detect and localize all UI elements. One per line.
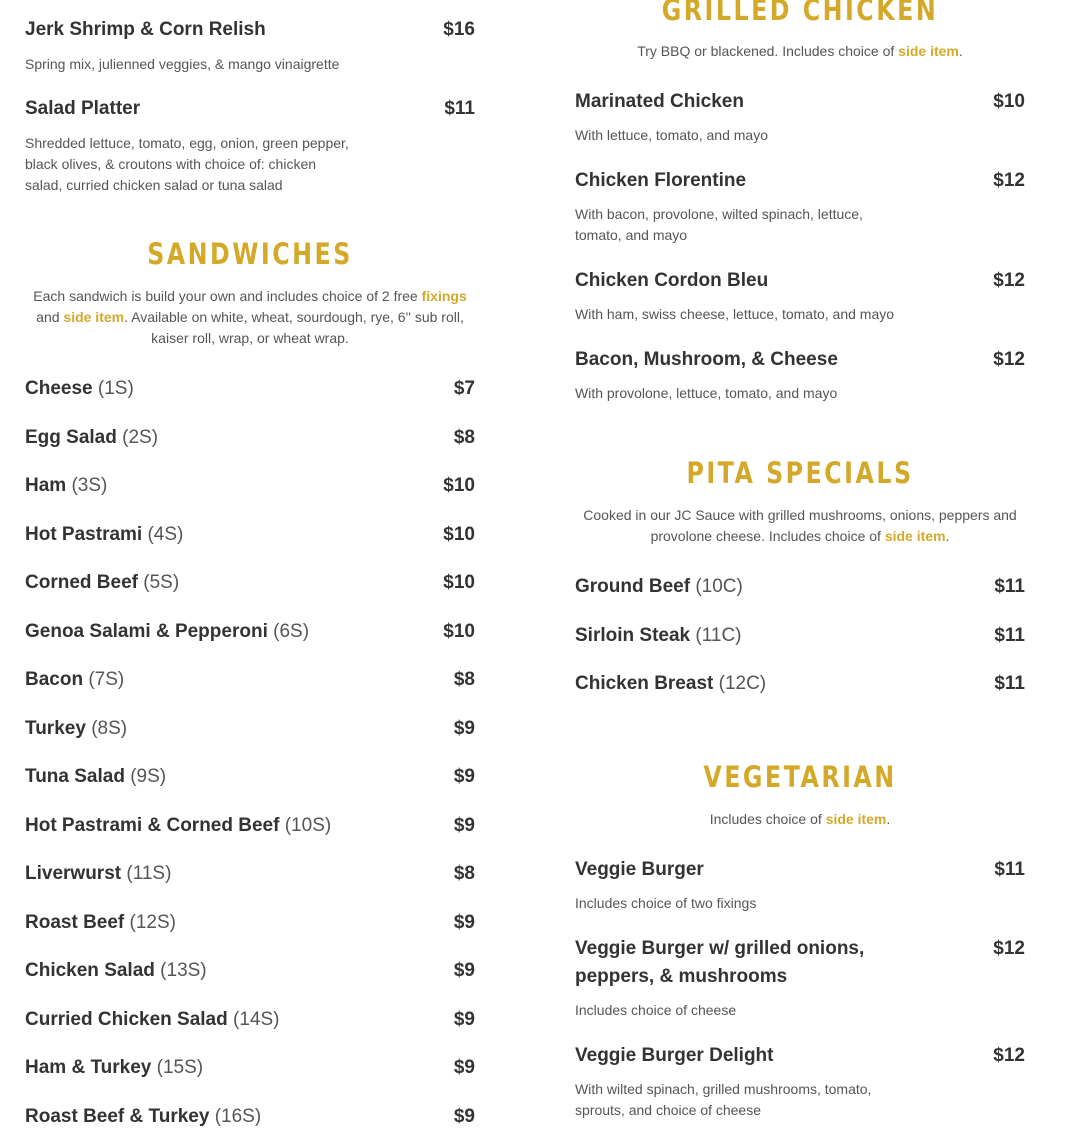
item-description: With provolone, lettuce, tomato, and mayo xyxy=(575,385,838,401)
item-name xyxy=(25,666,124,694)
item-name xyxy=(25,1103,261,1131)
item-name: Jerk Shrimp & Corn Relish xyxy=(25,19,266,40)
section-intro-sandwiches xyxy=(25,286,475,349)
item-description: With bacon, provolone, wilted spinach, lettuce, tomato, and mayo xyxy=(575,206,863,243)
item-name-text: Roast Beef xyxy=(25,911,125,933)
item-price: $9 xyxy=(453,814,475,836)
intro-text: Try BBQ or blackened. Includes choice of xyxy=(637,43,899,59)
item-name: Veggie Burger xyxy=(575,859,704,880)
item-code: (12C) xyxy=(718,673,767,694)
item-code: (10C) xyxy=(695,576,743,597)
section-title-pita-specials: PITA SPECIALS xyxy=(686,456,914,490)
item-code: (6S) xyxy=(273,620,310,642)
item-code: (12S) xyxy=(129,911,176,933)
item-price: $16 xyxy=(443,19,475,40)
item-price: $9 xyxy=(453,766,475,787)
item-name-text: Turkey xyxy=(25,717,86,739)
item-name xyxy=(25,375,134,403)
item-description: With lettuce, tomato, and mayo xyxy=(575,127,768,143)
item-name xyxy=(25,472,107,500)
section-title-vegetarian: VEGETARIAN xyxy=(703,760,897,794)
intro-text: and xyxy=(36,309,64,325)
item-name xyxy=(25,909,176,937)
item-name: Salad Platter xyxy=(25,98,141,119)
item-price: $9 xyxy=(453,717,475,739)
item-code: (4S) xyxy=(147,523,184,545)
item-code: (13S) xyxy=(160,960,207,981)
item-code: (7S) xyxy=(88,669,125,690)
item-name-text: Ham xyxy=(25,475,67,496)
item-name xyxy=(25,424,158,452)
item-price: $7 xyxy=(453,378,475,399)
item-name-text: Hot Pastrami xyxy=(25,523,143,545)
item-name: Chicken Florentine xyxy=(575,170,747,191)
item-name-text: Ground Beef xyxy=(575,576,691,597)
item-code: (16S) xyxy=(214,1105,262,1127)
item-name xyxy=(575,573,743,601)
item-name xyxy=(25,860,171,888)
item-code: (2S) xyxy=(122,426,159,448)
section-intro-grilled-chicken xyxy=(575,41,1025,62)
item-price: $10 xyxy=(993,91,1025,112)
item-name xyxy=(25,618,309,646)
item-name-text: Ham & Turkey xyxy=(25,1057,152,1078)
intro-text: . xyxy=(945,528,950,544)
intro-text: . Available on white, wheat, sourdough, rye, 6'' sub roll, kaiser roll, wrap, or wheat wrap. xyxy=(124,309,464,346)
item-price: $9 xyxy=(453,1008,475,1030)
item-description: Includes choice of two fixings xyxy=(575,895,757,911)
intro-text: . xyxy=(958,43,963,59)
item-name-text: Chicken Breast xyxy=(575,673,714,694)
item-price: $12 xyxy=(993,170,1025,191)
item-description: With wilted spinach, grilled mushrooms, tomato, sprouts, and choice of cheese xyxy=(575,1081,872,1118)
item-price: $9 xyxy=(453,911,475,933)
item-price: $8 xyxy=(453,863,475,884)
item-description: Includes choice of cheese xyxy=(575,1002,737,1018)
item-description: Shredded lettuce, tomato, egg, onion, green pepper, black olives, & croutons with choice of: chicken salad, curried chicken salad or tuna salad xyxy=(25,135,349,193)
item-price: $12 xyxy=(993,349,1025,370)
item-price: $8 xyxy=(453,669,475,690)
item-code: (3S) xyxy=(71,475,108,496)
item-name-text: Roast Beef & Turkey xyxy=(25,1105,210,1127)
item-price: $12 xyxy=(993,938,1025,959)
item-price: $11 xyxy=(994,673,1025,694)
item-name: Veggie Burger w/ grilled onions, peppers, & mushrooms xyxy=(575,938,865,987)
item-name: Veggie Burger Delight xyxy=(575,1045,774,1066)
item-price: $10 xyxy=(443,523,475,545)
item-name xyxy=(25,763,166,791)
item-price: $11 xyxy=(994,624,1025,646)
intro-text: . xyxy=(886,811,891,827)
item-name-text: Bacon xyxy=(25,669,84,690)
item-name xyxy=(25,1054,203,1082)
item-name xyxy=(575,670,766,698)
intro-text: Cooked in our JC Sauce with grilled mushrooms, onions, peppers and provolone cheese. Includes choice of xyxy=(583,507,1017,544)
intro-text: Each sandwich is build your own and includes choice of 2 free xyxy=(33,288,422,304)
item-name xyxy=(575,622,742,650)
item-price: $10 xyxy=(443,475,475,496)
item-name-text: Curried Chicken Salad xyxy=(25,1008,228,1030)
item-name-text: Cheese xyxy=(25,378,93,399)
item-price: $9 xyxy=(453,1057,475,1078)
item-price: $10 xyxy=(443,620,475,642)
item-price: $12 xyxy=(993,1045,1025,1066)
section-intro-pita-specials xyxy=(575,505,1025,547)
item-name: Chicken Cordon Bleu xyxy=(575,270,769,291)
item-price: $12 xyxy=(993,270,1025,291)
item-description: With ham, swiss cheese, lettuce, tomato, and mayo xyxy=(575,306,895,322)
section-intro-vegetarian xyxy=(575,809,1025,830)
item-name xyxy=(25,521,183,549)
item-code: (8S) xyxy=(91,717,128,739)
item-code: (9S) xyxy=(130,766,167,787)
side-item-link[interactable]: side item xyxy=(898,43,959,59)
intro-text: Includes choice of xyxy=(709,811,826,827)
side-item-link[interactable]: side item xyxy=(825,811,887,827)
item-name: Bacon, Mushroom, & Cheese xyxy=(575,349,838,370)
side-item-link[interactable]: side item xyxy=(63,309,125,325)
item-name xyxy=(25,957,207,985)
section-title-sandwiches: SANDWICHES xyxy=(147,237,353,271)
side-item-link[interactable]: side item xyxy=(884,528,946,544)
item-code: (11C) xyxy=(695,624,742,646)
item-name xyxy=(25,569,179,597)
item-code: (5S) xyxy=(143,572,180,593)
item-name xyxy=(25,812,331,840)
item-name-text: Hot Pastrami & Corned Beef xyxy=(25,814,280,836)
item-code: (15S) xyxy=(156,1057,204,1078)
item-name-text: Chicken Salad xyxy=(25,960,155,981)
item-price: $9 xyxy=(453,960,475,981)
item-code: (10S) xyxy=(284,814,332,836)
item-price: $11 xyxy=(444,98,475,119)
item-code: (11S) xyxy=(126,863,172,884)
item-name-text: Sirloin Steak xyxy=(575,624,691,646)
item-price: $11 xyxy=(994,576,1025,597)
item-price: $9 xyxy=(453,1105,475,1127)
item-price: $11 xyxy=(994,859,1025,880)
item-description: Spring mix, julienned veggies, & mango vinaigrette xyxy=(25,56,340,72)
item-price: $8 xyxy=(453,426,475,448)
item-name-text: Genoa Salami & Pepperoni xyxy=(25,620,268,642)
item-name-text: Liverwurst xyxy=(25,863,122,884)
item-name-text: Tuna Salad xyxy=(25,766,125,787)
item-name-text: Egg Salad xyxy=(25,426,117,448)
item-code: (14S) xyxy=(233,1008,280,1030)
item-price: $10 xyxy=(443,572,475,593)
item-name: Marinated Chicken xyxy=(575,91,744,112)
item-name xyxy=(25,715,127,743)
section-title-grilled-chicken: GRILLED CHICKEN xyxy=(661,0,939,27)
item-code: (1S) xyxy=(97,378,134,399)
item-name-text: Corned Beef xyxy=(25,572,138,593)
fixings-link[interactable]: fixings xyxy=(421,288,467,304)
item-name xyxy=(25,1006,279,1034)
